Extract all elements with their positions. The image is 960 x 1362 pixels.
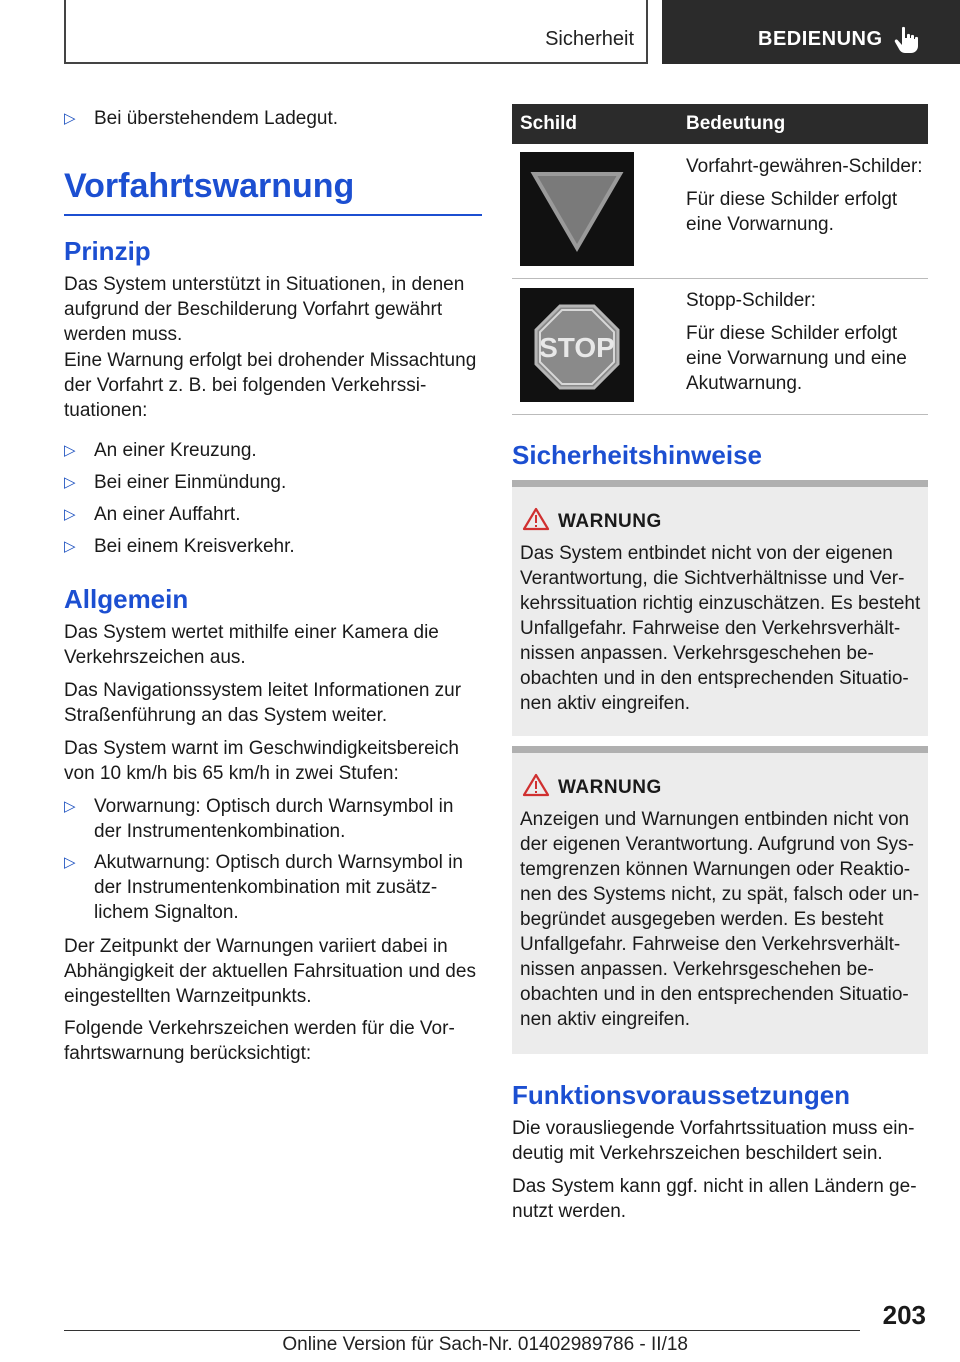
meaning-cell: Stopp-Schilder: Für diese Schilder erfolgt eine Vorwarnung und eine Akutwarnung.: [686, 290, 907, 394]
page-title: Vorfahrtswarnung: [64, 166, 482, 216]
warning-triangle-icon: [522, 507, 550, 531]
column-header-schild: Schild: [520, 113, 578, 134]
paragraph: Das System kann ggf. nicht in allen Ländern genutzt werden.: [512, 1176, 917, 1222]
header-section-label: Sicherheit: [545, 28, 634, 50]
header-chapter-label: BEDIENUNG: [758, 28, 883, 50]
warning-box: [512, 480, 928, 736]
column-header-bedeutung: Bedeutung: [686, 113, 786, 134]
triangle-bullet-icon: ▷: [64, 538, 76, 555]
hand-pointer-icon: [893, 26, 919, 54]
list-item: ▷ Bei überstehendem Ladegut.: [64, 108, 339, 129]
section-heading-funktionsvoraussetzungen: Funktionsvoraussetzungen: [512, 1080, 851, 1110]
triangle-bullet-icon: ▷: [64, 798, 76, 815]
triangle-bullet-icon: ▷: [64, 110, 76, 127]
section-heading-allgemein: Allgemein: [64, 584, 189, 614]
triangle-bullet-icon: ▷: [64, 506, 76, 523]
list-item: ▷ An einer Auffahrt.: [64, 504, 241, 525]
section-heading-sicherheitshinweise: Sicherheitshinweise: [512, 440, 762, 470]
paragraph: Das System unterstützt in Situationen, in denen aufgrund der Beschilderung Vorfahrt gewährt werden muss.: [64, 274, 465, 345]
footer-online-version: Online Version für Sach-Nr. 01402989786 - II/18: [282, 1334, 688, 1355]
table-row: [512, 278, 928, 415]
list-item: ▷ Akutwarnung: Optisch durch Warnsymbol in der Instrumentenkombination mit zusätzlichem Signalton.: [64, 852, 463, 923]
warning-title: WARNUNG: [558, 777, 662, 798]
footer-divider: [64, 1330, 860, 1331]
stop-sign-text: STOP: [539, 332, 615, 363]
list-item: ▷ Bei einem Kreisverkehr.: [64, 536, 295, 557]
warning-body: Anzeigen und Warnungen entbinden nicht von der eigenen Verantwortung. Aufgrund von Systemgrenzen können Warnungen oder Reaktionen des Systems nicht, zu spät, falsch oder unbegründet ausgegeben werden. Es besteht Unfallgefahr. Fahrweise den Verkehrsverhältnissen anpassen. Verkehrsgeschehen beobachten und in den entsprechenden Situationen aktiv eingreifen.: [520, 809, 920, 1030]
meaning-cell: Vorfahrt-gewähren-Schilder: Für diese Schilder erfolgt eine Vorwarnung.: [686, 156, 923, 235]
triangle-bullet-icon: ▷: [64, 474, 76, 491]
warning-title: WARNUNG: [558, 511, 662, 532]
paragraph: Eine Warnung erfolgt bei drohender Missachtung der Vorfahrt z. B. bei folgenden Verkehrssituationen:: [64, 350, 477, 421]
list-item: ▷ Bei einer Einmündung.: [64, 472, 287, 493]
paragraph: Das Navigationssystem leitet Informationen zur Straßenführung an das System weiter.: [64, 680, 462, 726]
page-number: 203: [882, 1300, 926, 1330]
paragraph: Das System warnt im Geschwindigkeitsbereich von 10 km/h bis 65 km/h in zwei Stufen:: [64, 738, 459, 784]
yield-sign-icon: [520, 152, 634, 266]
list-item: ▷ Vorwarnung: Optisch durch Warnsymbol in der Instrumentenkombination.: [64, 796, 454, 842]
paragraph: Die vorausliegende Vorfahrtssituation muss eindeutig mit Verkehrszeichen beschildert sein.: [512, 1118, 915, 1164]
warning-triangle-icon: [522, 773, 550, 797]
triangle-bullet-icon: ▷: [64, 442, 76, 459]
triangle-bullet-icon: ▷: [64, 854, 76, 871]
section-heading-prinzip: Prinzip: [64, 236, 151, 266]
table-row: [512, 144, 928, 279]
table-header: [512, 104, 928, 144]
stop-sign-icon: [520, 288, 634, 402]
paragraph: Das System wertet mithilfe einer Kamera die Verkehrszeichen aus.: [64, 622, 439, 668]
warning-body: Das System entbindet nicht von der eigenen Verantwortung, die Sichtverhältnisse und Verkehrssituation richtig einzuschätzen. Es besteht Unfallgefahr. Fahrweise den Verkehrsverhältnissen anpassen. Verkehrsgeschehen beobachten und in den entsprechenden Situationen aktiv eingreifen.: [520, 543, 921, 714]
paragraph: Folgende Verkehrszeichen werden für die Vorfahrtswarnung berücksichtigt:: [64, 1018, 455, 1064]
list-item: ▷ An einer Kreuzung.: [64, 440, 257, 461]
warning-box: [512, 746, 928, 1054]
header-section-tab: [64, 0, 648, 64]
paragraph: Der Zeitpunkt der Warnungen variiert dabei in Abhängigkeit der aktuellen Fahrsituation und des eingestellten Warnzeitpunkts.: [64, 936, 476, 1007]
